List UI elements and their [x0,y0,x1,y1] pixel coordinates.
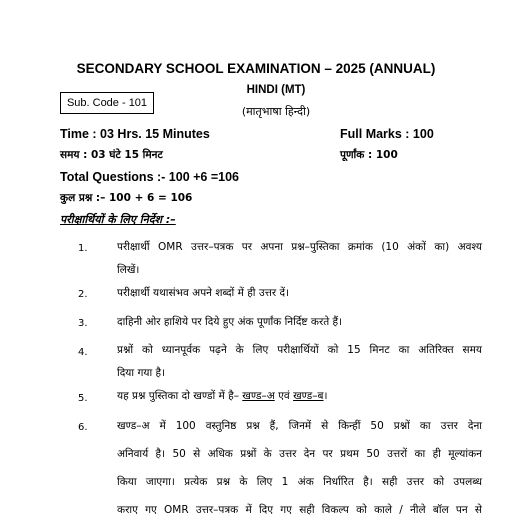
instruction-line: प्रश्नों को ध्यानपूर्वक पढ़ने के लिए परीक्षार्थियों को 15 मिनट का अतिरिक्त समय [117,344,482,356]
exam-title: SECONDARY SCHOOL EXAMINATION – 2025 (ANNUAL) [76,61,436,76]
item-number: 5. [78,393,88,404]
sub-code-box [60,92,154,114]
instruction-line [117,385,482,408]
item-number: 1. [78,243,88,254]
section-a-label: खण्ड–अ [242,390,275,402]
instruction-item [117,282,482,305]
instruction-item [117,385,482,408]
instruction-line: दाहिनी ओर हाशिये पर दिये हुए अंक पूर्णांक निर्दिष्ट करते हैं। [117,316,343,328]
instruction-line: परीक्षार्थी यथासंभव अपने शब्दों में ही उत्तर दें। [117,287,290,299]
section-b-label: खण्ड–ब [293,390,324,402]
total-questions-hi: कुल प्रश्न :– 100 + 6 = 106 [60,192,193,204]
time-en: Time : 03 Hrs. 15 Minutes [60,127,210,141]
instruction-text: । [323,390,328,402]
instruction-line: खण्ड–अ में 100 वस्तुनिष्ठ प्रश्न हैं, जिनमें से किन्हीं 50 प्रश्नों का उत्तर देना [117,420,482,432]
subject-title: HINDI (MT) [246,84,306,96]
instructions-heading: परीक्षार्थियों के लिए निर्देश :– [60,213,176,226]
item-number: 4. [78,347,88,358]
instruction-line: अनिवार्य है। 50 से अधिक प्रश्नों के उत्तर देन पर प्रथम 50 उत्तरों का ही मूल्यांकन [117,448,482,460]
instruction-line: किया जाएगा। प्रत्येक प्रश्न के लिए 1 अंक निर्धारित है। सही उत्तर को उपलब्ध [117,476,482,488]
item-number: 2. [78,289,88,300]
full-marks-hi: पूर्णांक : 100 [340,149,398,161]
instruction-line: दिया गया है। [117,367,166,379]
item-number: 3. [78,318,88,329]
time-hi: समय : 03 घंटे 15 मिनट [60,149,163,161]
instruction-item [117,311,482,334]
instruction-line: कराए गए OMR उत्तर–पत्रक में दिए गए सही विकल्प को काले / नीले बॉल पन से [117,504,482,516]
item-number: 6. [78,422,88,433]
instruction-text: यह प्रश्न पुस्तिका दो खण्डों में है– [117,390,243,402]
instruction-item [117,412,482,524]
full-marks-en: Full Marks : 100 [340,127,434,141]
instruction-line: परीक्षार्थी OMR उत्तर–पत्रक पर अपना प्रश्न–पुस्तिका क्रमांक (10 अंकों का) अवश्य [117,241,482,253]
total-questions-en: Total Questions :- 100 +6 =106 [60,170,240,184]
instruction-line: लिखें। [117,264,140,276]
instruction-text: एवं [274,390,294,402]
instruction-item [117,339,482,385]
subject-title-hindi: (मातृभाषा हिन्दी) [241,105,311,118]
instruction-item [117,236,482,282]
sub-code-label: Sub. Code - 101 [66,97,148,109]
